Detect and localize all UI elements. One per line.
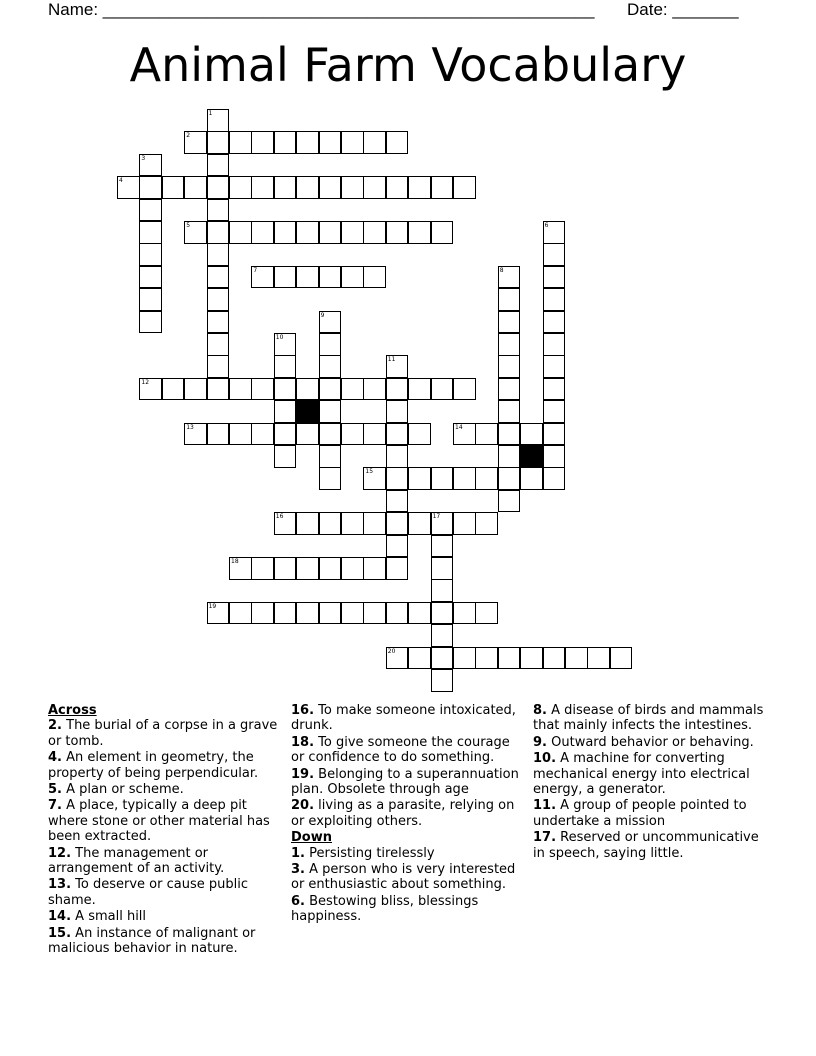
grid-cell[interactable] (520, 467, 543, 490)
grid-cell[interactable] (229, 423, 252, 446)
grid-cell[interactable] (251, 176, 274, 199)
grid-cell[interactable] (431, 557, 454, 580)
grid-cell[interactable] (184, 176, 207, 199)
grid-cell[interactable] (319, 400, 342, 423)
grid-cell[interactable] (498, 311, 521, 334)
clue-text: Bestowing bliss, blessings happiness. (291, 893, 479, 925)
grid-cell[interactable] (207, 423, 230, 446)
grid-cell[interactable] (498, 288, 521, 311)
clue-text: A small hill (75, 909, 147, 925)
grid-cell[interactable] (251, 131, 274, 154)
grid-cell[interactable] (543, 355, 566, 378)
grid-cell[interactable] (296, 423, 319, 446)
grid-cell[interactable] (408, 221, 431, 244)
down-clue-10 (533, 751, 773, 797)
clue-number: 10. (533, 751, 557, 767)
grid-cell[interactable] (229, 221, 252, 244)
grid-cell[interactable] (475, 467, 498, 490)
grid-cell[interactable] (341, 266, 364, 289)
grid-cell[interactable] (363, 512, 386, 535)
grid-cell[interactable] (296, 176, 319, 199)
grid-cell[interactable] (363, 557, 386, 580)
grid-cell[interactable] (207, 131, 230, 154)
clue-number: 1. (291, 845, 305, 861)
clues-column-1 (48, 703, 283, 958)
grid-cell[interactable] (319, 131, 342, 154)
grid-cell[interactable] (543, 467, 566, 490)
black-cell (296, 400, 319, 423)
grid-cell[interactable] (386, 490, 409, 513)
clue-text: Persisting tirelessly (309, 845, 435, 861)
grid-cell[interactable] (274, 445, 297, 468)
grid-cell[interactable] (498, 647, 521, 670)
grid-cell[interactable] (162, 176, 185, 199)
clue-number: 2. (48, 718, 62, 734)
grid-cell[interactable] (341, 602, 364, 625)
grid-cell[interactable] (475, 602, 498, 625)
grid-cell[interactable] (229, 131, 252, 154)
grid-cell[interactable] (363, 221, 386, 244)
clue-number-label: 14 (455, 423, 463, 431)
grid-cell[interactable] (274, 423, 297, 446)
grid-cell[interactable] (139, 311, 162, 334)
grid-cell[interactable] (498, 467, 521, 490)
grid-cell[interactable] (274, 602, 297, 625)
grid-cell[interactable] (319, 333, 342, 356)
grid-cell[interactable] (498, 378, 521, 401)
grid-cell[interactable] (229, 176, 252, 199)
grid-cell[interactable] (543, 243, 566, 266)
grid-cell[interactable] (296, 221, 319, 244)
down-heading: Down (291, 830, 332, 846)
grid-cell[interactable] (341, 557, 364, 580)
grid-cell[interactable] (274, 355, 297, 378)
clue-number: 4. (48, 750, 62, 766)
grid-cell[interactable] (431, 602, 454, 625)
clue-number-label: 7 (253, 266, 258, 274)
clue-text: A person who is very interested or enthusiastic about something. (291, 862, 516, 893)
grid-cell[interactable] (408, 423, 431, 446)
across-heading: Across (48, 703, 97, 718)
grid-cell[interactable] (229, 602, 252, 625)
grid-cell[interactable] (386, 557, 409, 580)
grid-cell[interactable] (498, 355, 521, 378)
clue-number-label: 15 (365, 468, 374, 476)
clue-text: Belonging to a superannuation plan. Obsolete through age (291, 766, 519, 798)
grid-cell[interactable] (207, 333, 230, 356)
grid-cell[interactable] (363, 176, 386, 199)
grid-cell[interactable] (319, 355, 342, 378)
grid-cell[interactable] (207, 243, 230, 266)
grid-cell[interactable] (229, 378, 252, 401)
grid-cell[interactable] (251, 378, 274, 401)
clue-text: living as a parasite, relying on or exploiting others. (291, 798, 515, 829)
grid-cell[interactable] (296, 131, 319, 154)
date-field-label: Date: _______ (627, 0, 739, 19)
grid-cell[interactable] (363, 602, 386, 625)
grid-cell[interactable] (431, 624, 454, 647)
grid-cell[interactable] (408, 467, 431, 490)
grid-cell[interactable] (498, 400, 521, 423)
grid-cell[interactable] (207, 311, 230, 334)
clue-text: Outward behavior or behaving. (551, 734, 754, 750)
down-clue-3 (291, 862, 526, 893)
grid-cell[interactable] (543, 445, 566, 468)
grid-cell[interactable] (498, 490, 521, 513)
grid-cell[interactable] (139, 288, 162, 311)
page-title: Animal Farm Vocabulary (129, 38, 687, 92)
grid-cell[interactable] (363, 266, 386, 289)
clue-number: 7. (48, 798, 62, 814)
grid-cell[interactable] (543, 333, 566, 356)
down-clue-8 (533, 703, 773, 734)
grid-cell[interactable] (207, 266, 230, 289)
clue-number-label: 2 (186, 132, 191, 140)
grid-cell[interactable] (207, 199, 230, 222)
down-clue-11 (533, 798, 773, 829)
grid-cell[interactable] (341, 378, 364, 401)
grid-cell[interactable] (386, 535, 409, 558)
grid-cell[interactable] (319, 221, 342, 244)
down-clue-1 (291, 846, 526, 861)
clue-number: 12. (48, 845, 72, 861)
name-field-label: Name: ____________________________________________________ (48, 0, 595, 19)
grid-cell[interactable] (274, 221, 297, 244)
grid-cell[interactable] (341, 176, 364, 199)
clue-number: 15. (48, 925, 72, 941)
clue-number-label: 16 (275, 513, 284, 521)
down-clue-6 (291, 894, 526, 925)
across-clue-5 (48, 782, 283, 797)
grid-cell[interactable] (610, 647, 633, 670)
grid-cell[interactable] (431, 579, 454, 602)
grid-cell[interactable] (453, 176, 476, 199)
grid-cell[interactable] (408, 647, 431, 670)
grid-cell[interactable] (386, 602, 409, 625)
across-clue-4 (48, 750, 283, 781)
clue-number-label: 4 (119, 177, 123, 185)
grid-cell[interactable] (386, 467, 409, 490)
across-clue-7 (48, 798, 283, 844)
clue-number-label: 8 (499, 266, 504, 274)
grid-cell[interactable] (296, 378, 319, 401)
across-clue-13 (48, 877, 283, 908)
grid-cell[interactable] (453, 602, 476, 625)
grid-cell[interactable] (498, 333, 521, 356)
grid-cell[interactable] (251, 423, 274, 446)
grid-cell[interactable] (520, 423, 543, 446)
grid-cell[interactable] (386, 512, 409, 535)
grid-cell[interactable] (431, 647, 454, 670)
clue-number: 13. (48, 877, 72, 893)
clue-number-label: 12 (141, 378, 150, 386)
clue-number-label: 6 (544, 222, 549, 229)
down-clue-17 (533, 830, 773, 861)
across-clue-16 (291, 703, 526, 734)
clue-number-label: 9 (320, 311, 325, 319)
grid-cell[interactable] (319, 557, 342, 580)
clue-number: 16. (291, 703, 315, 718)
clue-text: To make someone intoxicated, drunk. (291, 703, 516, 734)
grid-cell[interactable] (543, 400, 566, 423)
across-clue-20 (291, 798, 526, 829)
clue-number-label: 1 (208, 110, 213, 117)
black-cell (520, 445, 543, 468)
grid-cell[interactable] (431, 378, 454, 401)
grid-cell[interactable] (363, 131, 386, 154)
grid-cell[interactable] (319, 266, 342, 289)
grid-cell[interactable] (207, 288, 230, 311)
clue-number: 3. (291, 862, 305, 878)
grid-cell[interactable] (274, 266, 297, 289)
clue-text: Reserved or uncommunicative in speech, saying little. (533, 830, 759, 861)
grid-cell[interactable] (386, 176, 409, 199)
grid-cell[interactable] (453, 378, 476, 401)
grid-cell[interactable] (498, 423, 521, 446)
clue-number-label: 19 (208, 602, 217, 610)
clue-text: To give someone the courage or confidence to do something. (291, 734, 510, 766)
grid-cell[interactable] (139, 266, 162, 289)
clue-number: 11. (533, 798, 557, 814)
grid-cell[interactable] (520, 647, 543, 670)
clue-number-label: 3 (141, 154, 146, 162)
grid-cell[interactable] (386, 445, 409, 468)
grid-cell[interactable] (386, 423, 409, 446)
clues-column-3 (533, 703, 773, 862)
down-clue-9 (533, 735, 773, 750)
across-clue-18 (291, 735, 526, 766)
across-clue-12 (48, 846, 283, 877)
grid-cell[interactable] (408, 378, 431, 401)
grid-cell[interactable] (565, 647, 588, 670)
clue-number: 17. (533, 830, 557, 846)
clue-number: 18. (291, 734, 315, 750)
grid-cell[interactable] (274, 131, 297, 154)
grid-cell[interactable] (274, 378, 297, 401)
grid-cell[interactable] (207, 154, 230, 177)
grid-cell[interactable] (475, 512, 498, 535)
grid-cell[interactable] (251, 557, 274, 580)
grid-cell[interactable] (543, 378, 566, 401)
clue-number-label: 11 (387, 356, 396, 364)
grid-cell[interactable] (274, 557, 297, 580)
grid-cell[interactable] (296, 557, 319, 580)
across-clue-14 (48, 909, 283, 924)
grid-cell[interactable] (543, 311, 566, 334)
across-clue-2 (48, 718, 283, 749)
grid-cell[interactable] (207, 378, 230, 401)
grid-cell[interactable] (431, 176, 454, 199)
grid-cell[interactable] (341, 221, 364, 244)
grid-cell[interactable] (139, 199, 162, 222)
grid-cell[interactable] (139, 243, 162, 266)
clues-column-2 (291, 703, 526, 926)
grid-cell[interactable] (475, 647, 498, 670)
clue-number: 8. (533, 703, 547, 718)
clue-text: A plan or scheme. (66, 782, 184, 798)
grid-cell[interactable] (363, 423, 386, 446)
grid-cell[interactable] (296, 602, 319, 625)
grid-cell[interactable] (319, 378, 342, 401)
grid-cell[interactable] (587, 647, 610, 670)
grid-cell[interactable] (453, 512, 476, 535)
grid-cell[interactable] (363, 378, 386, 401)
grid-cell[interactable] (386, 378, 409, 401)
clue-text: A machine for converting mechanical energy into electrical energy, a generator. (533, 751, 750, 798)
grid-cell[interactable] (408, 602, 431, 625)
grid-cell[interactable] (543, 423, 566, 446)
clue-text: A group of people pointed to undertake a mission (533, 798, 747, 829)
grid-cell[interactable] (453, 467, 476, 490)
grid-cell[interactable] (207, 176, 230, 199)
grid-cell[interactable] (543, 266, 566, 289)
grid-cell[interactable] (139, 221, 162, 244)
clue-number: 20. (291, 798, 315, 814)
grid-cell[interactable] (162, 378, 185, 401)
grid-cell[interactable] (543, 647, 566, 670)
grid-cell[interactable] (296, 512, 319, 535)
grid-cell[interactable] (408, 512, 431, 535)
grid-cell[interactable] (431, 535, 454, 558)
grid-cell[interactable] (207, 355, 230, 378)
clue-number-label: 10 (275, 334, 284, 341)
clue-number: 19. (291, 766, 315, 782)
grid-cell[interactable] (431, 669, 454, 692)
grid-cell[interactable] (453, 647, 476, 670)
grid-cell[interactable] (386, 221, 409, 244)
grid-cell[interactable] (139, 176, 162, 199)
clue-number-label: 13 (186, 423, 194, 431)
clue-number: 5. (48, 782, 62, 798)
clue-text: A place, typically a deep pit where stone or other material has been extracted. (48, 798, 270, 845)
clue-text: A disease of birds and mammals that mainly infects the intestines. (533, 703, 764, 734)
grid-cell[interactable] (408, 176, 431, 199)
grid-cell[interactable] (475, 423, 498, 446)
clue-text: The burial of a corpse in a grave or tomb. (48, 718, 278, 749)
grid-cell[interactable] (341, 423, 364, 446)
grid-cell[interactable] (543, 288, 566, 311)
grid-cell[interactable] (319, 512, 342, 535)
across-clue-15 (48, 926, 283, 957)
grid-cell[interactable] (274, 176, 297, 199)
grid-cell[interactable] (251, 221, 274, 244)
grid-cell[interactable] (319, 423, 342, 446)
clue-number: 9. (533, 734, 547, 750)
across-clue-19 (291, 767, 526, 798)
clue-number-label: 5 (186, 222, 191, 229)
grid-cell[interactable] (296, 266, 319, 289)
grid-cell[interactable] (319, 176, 342, 199)
clue-text: To deserve or cause public shame. (48, 877, 248, 908)
grid-cell[interactable] (498, 445, 521, 468)
grid-cell[interactable] (341, 131, 364, 154)
clue-text: The management or arrangement of an activity. (48, 845, 225, 877)
grid-cell[interactable] (319, 445, 342, 468)
clue-number: 14. (48, 909, 72, 925)
clue-number-label: 18 (231, 558, 239, 565)
clue-number-label: 17 (432, 513, 441, 521)
grid-cell[interactable] (319, 602, 342, 625)
clue-text: An element in geometry, the property of being perpendicular. (48, 750, 259, 781)
grid-cell[interactable] (386, 400, 409, 423)
grid-cell[interactable] (431, 467, 454, 490)
grid-cell[interactable] (251, 602, 274, 625)
grid-cell[interactable] (184, 378, 207, 401)
grid-cell[interactable] (431, 221, 454, 244)
clue-number-label: 20 (387, 647, 396, 655)
grid-cell[interactable] (341, 512, 364, 535)
grid-cell[interactable] (319, 467, 342, 490)
clue-text: An instance of malignant or malicious behavior in nature. (48, 925, 256, 957)
grid-cell[interactable] (274, 400, 297, 423)
grid-cell[interactable] (386, 131, 409, 154)
clue-number: 6. (291, 893, 305, 909)
grid-cell[interactable] (207, 221, 230, 244)
